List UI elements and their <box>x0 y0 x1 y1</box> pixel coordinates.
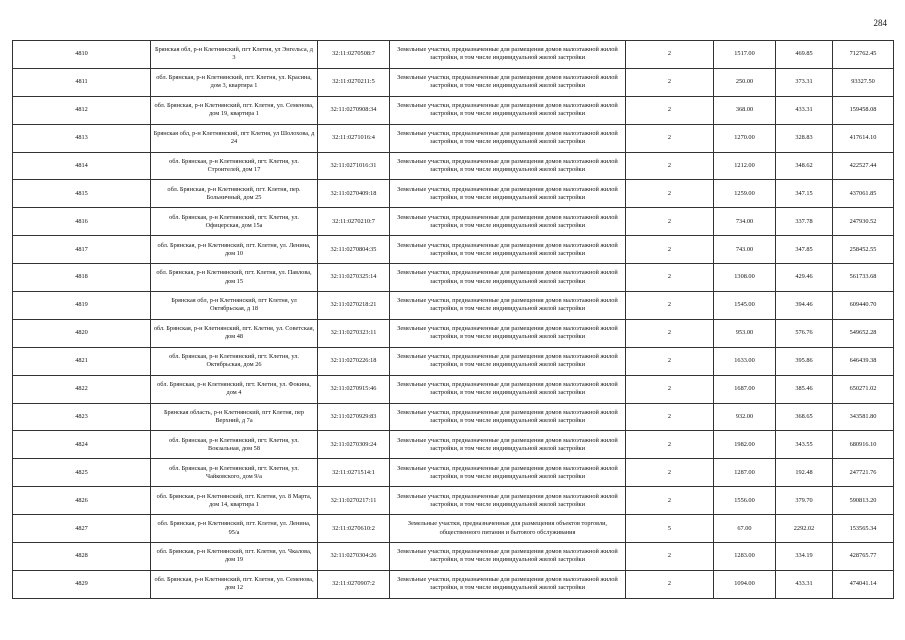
land-use-cell: Земельные участки, предназначенные для размещения домов малоэтажной жилой застройки, в том числе индивидуальной жилой застройки <box>390 347 626 375</box>
use-group-cell: 2 <box>626 68 714 96</box>
row-number: 4829 <box>13 570 151 598</box>
area-cell: 368.00 <box>714 96 776 124</box>
row-number: 4828 <box>13 543 151 571</box>
cadastral-number-cell: 32:11:0270409:18 <box>318 180 390 208</box>
table-row <box>13 319 894 347</box>
address-cell: Брянская обл, р-н Клетнянский, пгт Клетня, ул Шолохова, д 24 <box>151 124 318 152</box>
cadastral-number-cell: 32:11:0271016:31 <box>318 152 390 180</box>
cadastral-number-cell: 32:11:0270211:5 <box>318 68 390 96</box>
specific-value-cell: 337.78 <box>776 208 833 236</box>
cadastral-number-cell: 32:11:0270929:83 <box>318 403 390 431</box>
use-group-cell: 5 <box>626 515 714 543</box>
land-use-cell: Земельные участки, предназначенные для размещения домов малоэтажной жилой застройки, в том числе индивидуальной жилой застройки <box>390 264 626 292</box>
address-cell: обл. Брянская, р-н Клетнянский, пгт. Клетня, ул. Павлова, дом 15 <box>151 264 318 292</box>
address-cell: обл. Брянская, р-н Клетнянский, пгт. Клетня, ул. Красина, дом 3, квартира 1 <box>151 68 318 96</box>
address-cell: обл. Брянская, р-н Клетнянский, пгт. Клетня, ул. Чкалова, дом 19 <box>151 543 318 571</box>
use-group-cell: 2 <box>626 347 714 375</box>
area-cell: 1259.00 <box>714 180 776 208</box>
cadastral-number-cell: 32:11:0270323:11 <box>318 319 390 347</box>
table-row <box>13 236 894 264</box>
specific-value-cell: 576.76 <box>776 319 833 347</box>
area-cell: 1982.00 <box>714 431 776 459</box>
land-use-cell: Земельные участки, предназначенные для размещения домов малоэтажной жилой застройки, в том числе индивидуальной жилой застройки <box>390 292 626 320</box>
area-cell: 953.00 <box>714 319 776 347</box>
specific-value-cell: 368.65 <box>776 403 833 431</box>
address-cell: обл. Брянская, р-н Клетнянский, пгт. Клетня, ул. Строителей, дом 17 <box>151 152 318 180</box>
use-group-cell: 2 <box>626 96 714 124</box>
row-number: 4812 <box>13 96 151 124</box>
address-cell: обл. Брянская, р-н Клетнянский, пгт. Клетня, ул. Ленина, 95/а <box>151 515 318 543</box>
cadastral-number-cell: 32:11:0270325:14 <box>318 264 390 292</box>
row-number: 4816 <box>13 208 151 236</box>
use-group-cell: 2 <box>626 208 714 236</box>
cadastral-number-cell: 32:11:0270210:7 <box>318 208 390 236</box>
cadastral-number-cell: 32:11:0270610:2 <box>318 515 390 543</box>
use-group-cell: 2 <box>626 543 714 571</box>
table-row <box>13 180 894 208</box>
specific-value-cell: 2292.02 <box>776 515 833 543</box>
cadastral-number-cell: 32:11:0270218:21 <box>318 292 390 320</box>
cadastral-value-cell: 437061.85 <box>833 180 894 208</box>
land-use-cell: Земельные участки, предназначенные для размещения домов малоэтажной жилой застройки, в том числе индивидуальной жилой застройки <box>390 68 626 96</box>
specific-value-cell: 469.85 <box>776 41 833 69</box>
use-group-cell: 2 <box>626 570 714 598</box>
cadastral-value-cell: 474041.14 <box>833 570 894 598</box>
cadastral-number-cell: 32:11:0270915:46 <box>318 375 390 403</box>
table-row <box>13 124 894 152</box>
address-cell: обл. Брянская, р-н Клетнянский, пгт. Клетня, ул. Семенова, дом 12 <box>151 570 318 598</box>
specific-value-cell: 429.46 <box>776 264 833 292</box>
row-number: 4810 <box>13 41 151 69</box>
area-cell: 1287.00 <box>714 459 776 487</box>
cadastral-value-cell: 646439.38 <box>833 347 894 375</box>
land-use-cell: Земельные участки, предназначенные для размещения домов малоэтажной жилой застройки, в том числе индивидуальной жилой застройки <box>390 403 626 431</box>
use-group-cell: 2 <box>626 403 714 431</box>
land-use-cell: Земельные участки, предназначенные для размещения домов малоэтажной жилой застройки, в том числе индивидуальной жилой застройки <box>390 375 626 403</box>
address-cell: Брянская обл, р-н Клетнянский, пгт Клетня, ул Энгельса, д 3 <box>151 41 318 69</box>
table-row <box>13 68 894 96</box>
area-cell: 1545.00 <box>714 292 776 320</box>
specific-value-cell: 394.46 <box>776 292 833 320</box>
table-row <box>13 431 894 459</box>
table-row <box>13 292 894 320</box>
cadastral-number-cell: 32:11:0270908:34 <box>318 96 390 124</box>
area-cell: 1283.00 <box>714 543 776 571</box>
address-cell: обл. Брянская, р-н Клетнянский, пгт. Клетня, пер. Больничный, дом 25 <box>151 180 318 208</box>
land-use-cell: Земельные участки, предназначенные для размещения домов малоэтажной жилой застройки, в том числе индивидуальной жилой застройки <box>390 459 626 487</box>
use-group-cell: 2 <box>626 264 714 292</box>
table-row <box>13 152 894 180</box>
use-group-cell: 2 <box>626 319 714 347</box>
table-row <box>13 41 894 69</box>
cadastral-number-cell: 32:11:0270304:26 <box>318 543 390 571</box>
specific-value-cell: 192.48 <box>776 459 833 487</box>
area-cell: 743.00 <box>714 236 776 264</box>
address-cell: Брянская область, р-н Клетнянский, пгт Клетня, пер Верхний, д 7а <box>151 403 318 431</box>
table-row <box>13 208 894 236</box>
specific-value-cell: 433.31 <box>776 570 833 598</box>
cadastral-value-table <box>12 40 894 599</box>
use-group-cell: 2 <box>626 292 714 320</box>
land-use-cell: Земельные участки, предназначенные для размещения домов малоэтажной жилой застройки, в том числе индивидуальной жилой застройки <box>390 487 626 515</box>
specific-value-cell: 334.19 <box>776 543 833 571</box>
row-number: 4822 <box>13 375 151 403</box>
page-number: 284 <box>873 18 887 28</box>
address-cell: обл. Брянская, р-н Клетнянский, пгт. Клетня, ул. Октябрьская, дом 26 <box>151 347 318 375</box>
row-number: 4811 <box>13 68 151 96</box>
row-number: 4814 <box>13 152 151 180</box>
table-body <box>13 41 894 599</box>
specific-value-cell: 395.86 <box>776 347 833 375</box>
land-use-cell: Земельные участки, предназначенные для размещения домов малоэтажной жилой застройки, в том числе индивидуальной жилой застройки <box>390 180 626 208</box>
use-group-cell: 2 <box>626 459 714 487</box>
address-cell: обл. Брянская, р-н Клетнянский, пгт. Клетня, ул. Фокина, дом 4 <box>151 375 318 403</box>
land-use-cell: Земельные участки, предназначенные для размещения домов малоэтажной жилой застройки, в том числе индивидуальной жилой застройки <box>390 543 626 571</box>
cadastral-value-cell: 650271.02 <box>833 375 894 403</box>
address-cell: обл. Брянская, р-н Клетнянский, пгт. Клетня, ул. Офицерская, дом 15а <box>151 208 318 236</box>
row-number: 4821 <box>13 347 151 375</box>
row-number: 4818 <box>13 264 151 292</box>
row-number: 4827 <box>13 515 151 543</box>
cadastral-number-cell: 32:11:0270217:11 <box>318 487 390 515</box>
address-cell: обл. Брянская, р-н Клетнянский, пгт. Клетня, ул. Семенова, дом 19, квартира 1 <box>151 96 318 124</box>
land-use-cell: Земельные участки, предназначенные для размещения домов малоэтажной жилой застройки, в том числе индивидуальной жилой застройки <box>390 431 626 459</box>
land-use-cell: Земельные участки, предназначенные для размещения домов малоэтажной жилой застройки, в том числе индивидуальной жилой застройки <box>390 96 626 124</box>
cadastral-number-cell: 32:11:0270804:35 <box>318 236 390 264</box>
cadastral-value-cell: 609440.70 <box>833 292 894 320</box>
specific-value-cell: 348.62 <box>776 152 833 180</box>
area-cell: 1212.00 <box>714 152 776 180</box>
cadastral-number-cell: 32:11:0271514:1 <box>318 459 390 487</box>
cadastral-number-cell: 32:11:0270226:18 <box>318 347 390 375</box>
cadastral-value-cell: 153565.34 <box>833 515 894 543</box>
area-cell: 734.00 <box>714 208 776 236</box>
cadastral-value-cell: 247930.52 <box>833 208 894 236</box>
specific-value-cell: 343.55 <box>776 431 833 459</box>
use-group-cell: 2 <box>626 180 714 208</box>
land-use-cell: Земельные участки, предназначенные для размещения домов малоэтажной жилой застройки, в том числе индивидуальной жилой застройки <box>390 152 626 180</box>
cadastral-value-cell: 159458.08 <box>833 96 894 124</box>
table-row <box>13 403 894 431</box>
area-cell: 1517.00 <box>714 41 776 69</box>
address-cell: Брянская обл, р-н Клетнянский, пгт Клетня, ул Октябрьская, д 18 <box>151 292 318 320</box>
row-number: 4825 <box>13 459 151 487</box>
row-number: 4813 <box>13 124 151 152</box>
area-cell: 932.00 <box>714 403 776 431</box>
land-use-cell: Земельные участки, предназначенные для размещения объектов торговли, общественного питания и бытового обслуживания <box>390 515 626 543</box>
table-row <box>13 96 894 124</box>
specific-value-cell: 347.85 <box>776 236 833 264</box>
specific-value-cell: 379.70 <box>776 487 833 515</box>
area-cell: 1094.00 <box>714 570 776 598</box>
row-number: 4817 <box>13 236 151 264</box>
land-use-cell: Земельные участки, предназначенные для размещения домов малоэтажной жилой застройки, в том числе индивидуальной жилой застройки <box>390 570 626 598</box>
address-cell: обл. Брянская, р-н Клетнянский, пгт. Клетня, ул. Вокзальная, дом 58 <box>151 431 318 459</box>
cadastral-value-cell: 680916.10 <box>833 431 894 459</box>
row-number: 4820 <box>13 319 151 347</box>
use-group-cell: 2 <box>626 431 714 459</box>
use-group-cell: 2 <box>626 487 714 515</box>
table-row <box>13 375 894 403</box>
cadastral-value-cell: 561733.68 <box>833 264 894 292</box>
table-row <box>13 487 894 515</box>
cadastral-number-cell: 32:11:0271016:4 <box>318 124 390 152</box>
cadastral-value-cell: 417614.10 <box>833 124 894 152</box>
area-cell: 1270.00 <box>714 124 776 152</box>
use-group-cell: 2 <box>626 41 714 69</box>
land-use-cell: Земельные участки, предназначенные для размещения домов малоэтажной жилой застройки, в том числе индивидуальной жилой застройки <box>390 41 626 69</box>
area-cell: 1687.00 <box>714 375 776 403</box>
specific-value-cell: 373.31 <box>776 68 833 96</box>
cadastral-value-cell: 422527.44 <box>833 152 894 180</box>
cadastral-number-cell: 32:11:0270907:2 <box>318 570 390 598</box>
table-row <box>13 347 894 375</box>
area-cell: 1556.00 <box>714 487 776 515</box>
cadastral-number-cell: 32:11:0270508:7 <box>318 41 390 69</box>
row-number: 4823 <box>13 403 151 431</box>
cadastral-number-cell: 32:11:0270309:24 <box>318 431 390 459</box>
specific-value-cell: 328.83 <box>776 124 833 152</box>
table-row <box>13 543 894 571</box>
cadastral-value-cell: 247721.76 <box>833 459 894 487</box>
specific-value-cell: 385.46 <box>776 375 833 403</box>
use-group-cell: 2 <box>626 375 714 403</box>
cadastral-value-cell: 428765.77 <box>833 543 894 571</box>
table-row <box>13 459 894 487</box>
cadastral-value-cell: 590813.20 <box>833 487 894 515</box>
cadastral-value-cell: 549652.28 <box>833 319 894 347</box>
row-number: 4819 <box>13 292 151 320</box>
specific-value-cell: 347.15 <box>776 180 833 208</box>
address-cell: обл. Брянская, р-н Клетнянский, пгт. Клетня, ул. 8 Марта, дом 14, квартира 1 <box>151 487 318 515</box>
land-use-cell: Земельные участки, предназначенные для размещения домов малоэтажной жилой застройки, в том числе индивидуальной жилой застройки <box>390 319 626 347</box>
table-row <box>13 570 894 598</box>
land-use-cell: Земельные участки, предназначенные для размещения домов малоэтажной жилой застройки, в том числе индивидуальной жилой застройки <box>390 208 626 236</box>
address-cell: обл. Брянская, р-н Клетнянский, пгт. Клетня, ул. Чайковского, дом 9/а <box>151 459 318 487</box>
table-row <box>13 515 894 543</box>
cadastral-value-cell: 258452.55 <box>833 236 894 264</box>
specific-value-cell: 433.31 <box>776 96 833 124</box>
cadastral-value-cell: 712762.45 <box>833 41 894 69</box>
use-group-cell: 2 <box>626 236 714 264</box>
row-number: 4815 <box>13 180 151 208</box>
address-cell: обл. Брянская, р-н Клетнянский, пгт. Клетня, ул. Советская, дом 48 <box>151 319 318 347</box>
area-cell: 1308.00 <box>714 264 776 292</box>
address-cell: обл. Брянская, р-н Клетнянский, пгт. Клетня, ул. Ленина, дом 10 <box>151 236 318 264</box>
row-number: 4824 <box>13 431 151 459</box>
area-cell: 1633.00 <box>714 347 776 375</box>
land-use-cell: Земельные участки, предназначенные для размещения домов малоэтажной жилой застройки, в том числе индивидуальной жилой застройки <box>390 124 626 152</box>
row-number: 4826 <box>13 487 151 515</box>
table-row <box>13 264 894 292</box>
area-cell: 250.00 <box>714 68 776 96</box>
cadastral-value-cell: 343581.80 <box>833 403 894 431</box>
cadastral-value-cell: 93327.50 <box>833 68 894 96</box>
land-use-cell: Земельные участки, предназначенные для размещения домов малоэтажной жилой застройки, в том числе индивидуальной жилой застройки <box>390 236 626 264</box>
area-cell: 67.00 <box>714 515 776 543</box>
use-group-cell: 2 <box>626 152 714 180</box>
use-group-cell: 2 <box>626 124 714 152</box>
